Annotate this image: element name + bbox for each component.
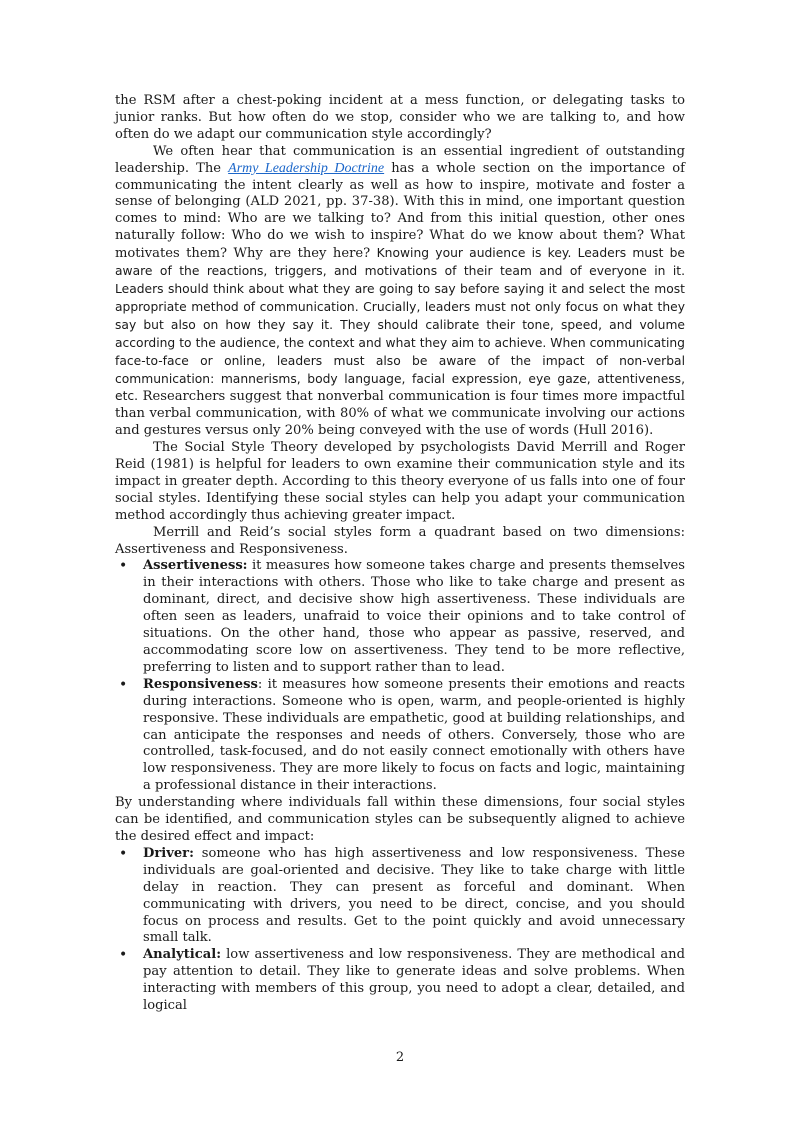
paragraph-highlight-text: Knowing your audience is key. Leaders must be aware of the reactions, triggers, and motivations of their team and of everyone in it. Leaders should think about what they are going to say before saying it and select the most appropriate method of communication. Crucially, leaders must not only focus on what they say but also on how they say it. They should calibrate their tone, speed, and volume according to the audience, the context and what they aim to achieve. When communicating face-to-face or online, leaders must also be aware of the impact of non-verbal communication: mannerisms, body language, facial expression, eye gaze, attentiveness, etc.: [115, 246, 685, 404]
list-item-term: Analytical:: [143, 947, 222, 963]
list-item-term: Assertiveness:: [143, 558, 248, 574]
styles-list: [115, 846, 685, 1015]
army-leadership-doctrine-link[interactable]: Army Leadership Doctrine: [228, 160, 385, 176]
page-number: 2: [395, 1050, 405, 1065]
list-item-text: low assertiveness and low responsiveness. They are methodical and pay attention to detail. They like to generate ideas and solve problems. When interacting with members of this group, you need to adopt a clear, detailed, and logical: [143, 947, 685, 1014]
list-item-text: : it measures how someone presents their emotions and reacts during interactions. Someone who is open, warm, and people-oriented is highly responsive. These individuals are empathetic, good at building relationships, and can anticipate the responses and needs of others. Conversely, those who are controlled, task-focused, and do not easily connect emotionally with others have low responsiveness. They are more likely to focus on facts and logic, maintaining a professional distance in their interactions.: [143, 676, 685, 794]
paragraph-continuation: the RSM after a chest-poking incident at a mess function, or delegating tasks to junior ranks. But how often do we stop, consider who we are talking to, and how often do we adapt our communication style accordingly?: [115, 93, 685, 142]
list-item: [115, 947, 685, 1015]
dimensions-list: [115, 558, 685, 795]
paragraph-text: Researchers suggest that nonverbal communication is four times more impactful than verbal communication, with 80% of what we communicate involving our actions and gestures versus only 20% being conveyed with the use of words (Hull 2016).: [115, 389, 685, 439]
paragraph-quadrant-intro: Merrill and Reid’s social styles form a quadrant based on two dimensions: Assertiveness and Responsiveness.: [115, 524, 685, 557]
list-item: [115, 558, 685, 676]
list-item: [115, 846, 685, 947]
list-item-text: someone who has high assertiveness and low responsiveness. These individuals are goal-oriented and decisive. They like to take charge with little delay in reaction. They can present as forceful and dominant. When communicating with drivers, you need to be direct, concise, and you should focus on process and results. Get to the point quickly and avoid unnecessary small talk.: [143, 845, 685, 946]
list-item-text: it measures how someone takes charge and presents themselves in their interactions with others. Those who like to take charge and present as dominant, direct, and decisive show high assertiveness. These individuals are often seen as leaders, unafraid to voice their opinions and to take control of situations. On the other hand, those who appear as passive, reserved, and accommodating score low on assertiveness. They tend to be more reflective, preferring to listen and to support rather than to lead.: [143, 558, 685, 675]
paragraph-transition: By understanding where individuals fall within these dimensions, four social styles can be identified, and communication styles can be subsequently aligned to achieve the desired effect and impact:: [115, 795, 685, 844]
paragraph-social-style-theory: The Social Style Theory developed by psychologists David Merrill and Roger Reid (1981) is helpful for leaders to own examine their communication style and its impact in greater depth. According to this theory everyone of us falls into one of four social styles. Identifying these social styles can help you adapt your communication method accordingly thus achieving greater impact.: [115, 440, 685, 523]
paragraph-text: has a whole section on the importance of communicating the intent clearly as well as how to inspire, motivate and foster a sense of belonging (ALD 2021, pp. 37-38). With this in mind, one important question comes to mind: Who are we talking to? And from this initial question, other ones naturally follow: Who do we wish to inspire? What do we know about them? What motivates them? Why are they here?: [115, 160, 685, 262]
list-item: [115, 677, 685, 795]
paragraph-communication: [115, 144, 685, 440]
paragraph-text: We often hear that communication is an essential ingredient of outstanding leadership. The: [115, 143, 685, 176]
list-item-term: Responsiveness: [143, 676, 258, 692]
list-item-term: Driver:: [143, 845, 194, 861]
